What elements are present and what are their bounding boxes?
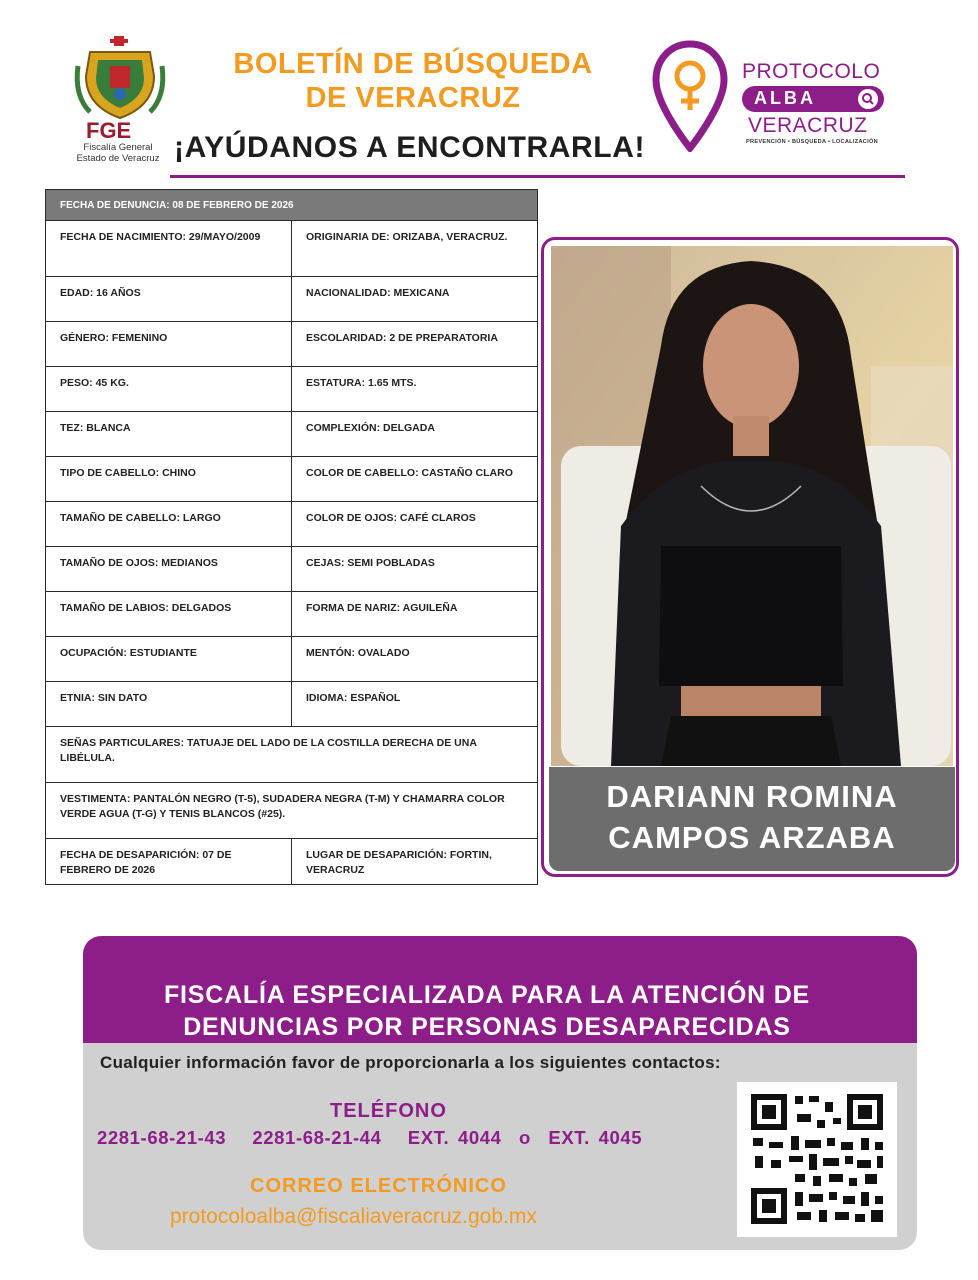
table-cell: OCUPACIÓN: ESTUDIANTE xyxy=(46,637,292,682)
disappearance-place: LUGAR DE DESAPARICIÓN: FORTIN, VERACRUZ xyxy=(292,839,538,885)
contact-instructions: Cualquier información favor de proporcionarla a los siguientes contactos: xyxy=(100,1053,721,1072)
table-cell: PESO: 45 KG. xyxy=(46,367,292,412)
agency-title-line1: FISCALÍA ESPECIALIZADA PARA LA ATENCIÓN DE xyxy=(163,981,811,1009)
table-cell: ETNIA: SIN DATO xyxy=(46,682,292,727)
search-icon xyxy=(858,89,878,109)
agency-name: Fiscalía General Estado de Veracruz xyxy=(76,142,160,164)
bulletin-title-line1: BOLETÍN DE BÚSQUEDA xyxy=(233,48,593,80)
person-name-line1: DARIANN ROMINA xyxy=(606,779,898,814)
table-row xyxy=(46,277,538,322)
table-cell: NACIONALIDAD: MEXICANA xyxy=(292,277,538,322)
call-to-action: ¡AYÚDANOS A ENCONTRARLA! xyxy=(174,131,646,164)
table-cell: EDAD: 16 AÑOS xyxy=(46,277,292,322)
table-cell: COLOR DE CABELLO: CASTAÑO CLARO xyxy=(292,457,538,502)
table-cell: ORIGINARIA DE: ORIZABA, VERACRUZ. xyxy=(292,221,538,277)
qr-code-icon[interactable] xyxy=(737,1082,897,1237)
protocol-tagline: PREVENCIÓN • BÚSQUEDA • LOCALIZACIÓN xyxy=(746,139,878,145)
table-cell: ESTATURA: 1.65 MTS. xyxy=(292,367,538,412)
phone-numbers[interactable]: 2281-68-21-43 2281-68-21-44 EXT. 4044 o EXT. 4045 xyxy=(97,1127,643,1148)
table-row xyxy=(46,322,538,367)
disappearance-date: FECHA DE DESAPARICIÓN: 07 DE FEBRERO DE 2026 xyxy=(46,839,292,885)
table-row xyxy=(46,221,538,277)
table-row xyxy=(46,783,538,839)
table-cell: TIPO DE CABELLO: CHINO xyxy=(46,457,292,502)
table-cell: FORMA DE NARIZ: AGUILEÑA xyxy=(292,592,538,637)
table-cell: MENTÓN: OVALADO xyxy=(292,637,538,682)
protocol-name-line3: VERACRUZ xyxy=(748,114,868,137)
table-cell: GÉNERO: FEMENINO xyxy=(46,322,292,367)
phone-heading: TELÉFONO xyxy=(330,1100,447,1122)
table-row xyxy=(46,457,538,502)
report-details-table xyxy=(45,189,538,885)
table-row xyxy=(46,727,538,783)
table-row xyxy=(46,190,538,221)
table-cell: IDIOMA: ESPAÑOL xyxy=(292,682,538,727)
agency-abbr: FGE xyxy=(86,118,132,143)
table-cell: CEJAS: SEMI POBLADAS xyxy=(292,547,538,592)
report-date: FECHA DE DENUNCIA: 08 DE FEBRERO DE 2026 xyxy=(46,190,538,221)
missing-person-photo xyxy=(551,246,953,766)
table-row xyxy=(46,637,538,682)
table-cell: COMPLEXIÓN: DELGADA xyxy=(292,412,538,457)
protocol-name-line1: PROTOCOLO xyxy=(742,60,881,83)
table-row xyxy=(46,367,538,412)
table-row xyxy=(46,682,538,727)
table-cell: COLOR DE OJOS: CAFÉ CLAROS xyxy=(292,502,538,547)
protocol-alba-badge: ALBA xyxy=(742,86,884,112)
table-cell: TAMAÑO DE CABELLO: LARGO xyxy=(46,502,292,547)
table-row xyxy=(46,412,538,457)
table-cell: TAMAÑO DE LABIOS: DELGADOS xyxy=(46,592,292,637)
email-heading: CORREO ELECTRÓNICO xyxy=(250,1175,507,1197)
table-row xyxy=(46,547,538,592)
distinguishing-marks: SEÑAS PARTICULARES: TATUAJE DEL LADO DE LA COSTILLA DERECHA DE UNA LIBÉLULA. xyxy=(46,727,538,783)
table-row xyxy=(46,502,538,547)
person-name-line2: CAMPOS ARZABA xyxy=(608,820,896,855)
table-row xyxy=(46,592,538,637)
table-cell: TEZ: BLANCA xyxy=(46,412,292,457)
clothing: VESTIMENTA: PANTALÓN NEGRO (T-5), SUDADERA NEGRA (T-M) Y CHAMARRA COLOR VERDE AGUA (T-G) Y TENIS BLANCOS (#25). xyxy=(46,783,538,839)
bulletin-title-line2: DE VERACRUZ xyxy=(305,82,521,114)
table-cell: TAMAÑO DE OJOS: MEDIANOS xyxy=(46,547,292,592)
location-pin-female-icon xyxy=(652,40,728,152)
table-cell: ESCOLARIDAD: 2 DE PREPARATORIA xyxy=(292,322,538,367)
header-divider xyxy=(170,175,905,178)
email-link[interactable]: protocoloalba@fiscaliaveracruz.gob.mx xyxy=(170,1205,537,1228)
table-cell: FECHA DE NACIMIENTO: 29/MAYO/2009 xyxy=(46,221,292,277)
agency-title-line2: DENUNCIAS POR PERSONAS DESAPARECIDAS xyxy=(183,1013,791,1041)
table-row xyxy=(46,839,538,885)
